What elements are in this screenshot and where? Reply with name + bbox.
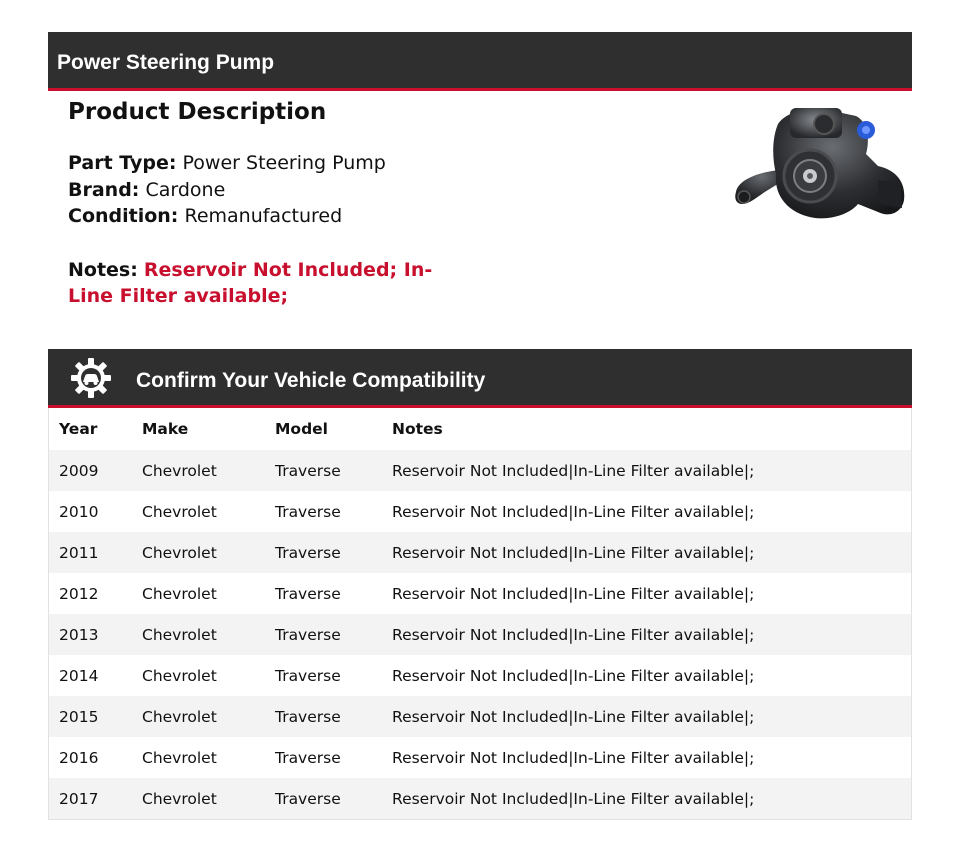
cell-notes: Reservoir Not Included|In-Line Filter available|; [392, 502, 755, 521]
compatibility-title-bar [48, 349, 912, 408]
cell-model: Traverse [275, 625, 341, 644]
cell-year: 2010 [59, 502, 99, 521]
spec-list [68, 150, 708, 230]
product-notes [68, 257, 448, 310]
cell-notes: Reservoir Not Included|In-Line Filter available|; [392, 789, 755, 808]
table-row [49, 696, 911, 737]
spec-brand [68, 177, 708, 204]
cell-notes: Reservoir Not Included|In-Line Filter available|; [392, 625, 755, 644]
cell-notes: Reservoir Not Included|In-Line Filter available|; [392, 748, 755, 767]
spec-brand-value: Cardone [145, 178, 226, 201]
spec-condition-value: Remanufactured [184, 205, 343, 227]
table-row [49, 491, 911, 532]
spec-part-type-label: Part Type: [68, 152, 177, 174]
cell-make: Chevrolet [142, 625, 217, 644]
table-row [49, 737, 911, 778]
compatibility-table [49, 408, 911, 819]
cell-make: Chevrolet [142, 502, 217, 521]
cell-model: Traverse [275, 748, 341, 767]
table-row [49, 450, 911, 491]
product-description [68, 96, 708, 310]
cell-year: 2015 [59, 707, 99, 726]
cell-make: Chevrolet [142, 461, 217, 480]
cell-notes: Reservoir Not Included|In-Line Filter available|; [392, 666, 755, 685]
cell-make: Chevrolet [142, 707, 217, 726]
table-row [49, 573, 911, 614]
cell-model: Traverse [275, 502, 341, 521]
table-row [49, 532, 911, 573]
compatibility-table-wrapper [48, 408, 912, 820]
spec-condition-label: Condition: [68, 205, 179, 227]
spec-condition [68, 203, 708, 230]
cell-make: Chevrolet [142, 584, 217, 603]
spec-part-type-value: Power Steering Pump [182, 152, 386, 174]
cell-year: 2017 [59, 789, 99, 808]
cell-model: Traverse [275, 461, 341, 480]
cell-model: Traverse [275, 666, 341, 685]
cell-year: 2013 [59, 625, 99, 644]
power-steering-pump-image [728, 100, 908, 225]
column-header-model: Model [275, 420, 328, 438]
cell-make: Chevrolet [142, 789, 217, 808]
compatibility-title: Confirm Your Vehicle Compatibility [136, 369, 486, 392]
cell-year: 2016 [59, 748, 99, 767]
cell-make: Chevrolet [142, 543, 217, 562]
cell-make: Chevrolet [142, 748, 217, 767]
table-header-row [49, 408, 911, 450]
cell-notes: Reservoir Not Included|In-Line Filter available|; [392, 584, 755, 603]
column-header-year: Year [59, 420, 98, 438]
cell-year: 2014 [59, 666, 99, 685]
cell-model: Traverse [275, 707, 341, 726]
cell-notes: Reservoir Not Included|In-Line Filter available|; [392, 707, 755, 726]
notes-label: Notes: [68, 258, 138, 281]
spec-brand-label: Brand: [68, 178, 140, 201]
cell-make: Chevrolet [142, 666, 217, 685]
cell-model: Traverse [275, 789, 341, 808]
product-title: Power Steering Pump [57, 51, 275, 74]
cell-year: 2012 [59, 584, 99, 603]
column-header-notes: Notes [392, 420, 443, 438]
table-row [49, 655, 911, 696]
cell-model: Traverse [275, 584, 341, 603]
spec-part-type [68, 150, 708, 177]
product-title-bar [48, 32, 912, 91]
cell-notes: Reservoir Not Included|In-Line Filter available|; [392, 543, 755, 562]
table-row [49, 778, 911, 819]
cell-year: 2011 [59, 543, 99, 562]
column-header-make: Make [142, 420, 189, 438]
table-row [49, 614, 911, 655]
notes-value: Reservoir Not Included; In-Line Filter available; [68, 258, 433, 307]
cell-notes: Reservoir Not Included|In-Line Filter available|; [392, 461, 755, 480]
description-heading: Product Description [68, 99, 327, 125]
cell-year: 2009 [59, 461, 99, 480]
cell-model: Traverse [275, 543, 341, 562]
gear-car-icon [70, 357, 112, 399]
